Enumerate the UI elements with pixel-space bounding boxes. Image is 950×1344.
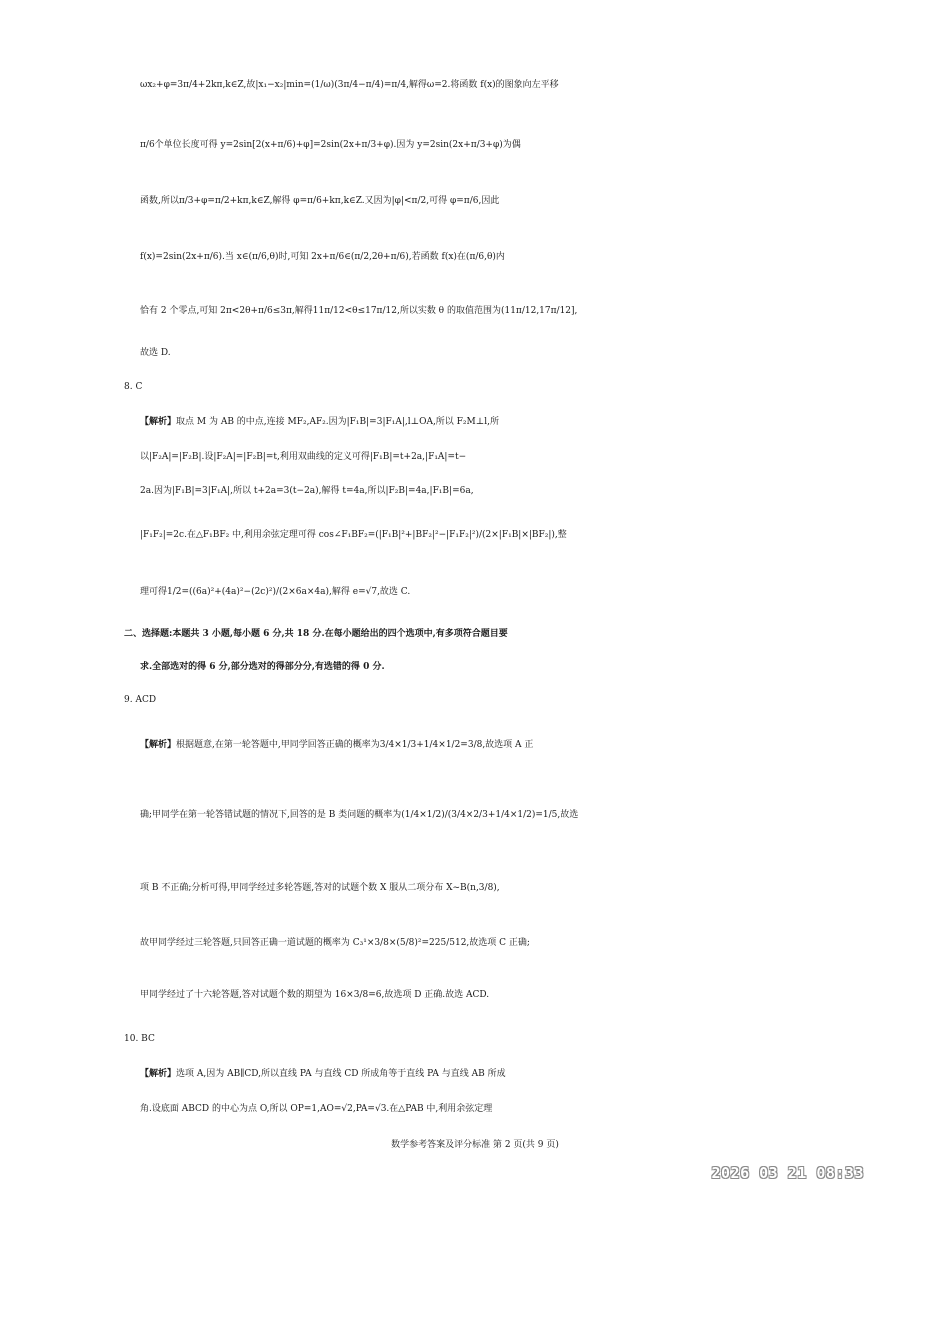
text-line: ωx₂+φ=3π/4+2kπ,k∈Z,故|x₁−x₂|min=(1/ω)(3π/4−π/4)=π/4,解得ω=2.将函数 f(x)的图象向左平移 bbox=[140, 80, 559, 90]
solution-tag: 【解析】 bbox=[140, 417, 177, 427]
scan-timestamp: 2026 03 21 08:33 bbox=[711, 1164, 864, 1182]
solution-tag: 【解析】 bbox=[140, 740, 177, 750]
text-line: 恰有 2 个零点,可知 2π<2θ+π/6≤3π,解得11π/12<θ≤17π/12,所以实数 θ 的取值范围为(11π/12,17π/12], bbox=[140, 306, 578, 316]
solution-line: 项 B 不正确;分析可得,甲同学经过多轮答题,答对的试题个数 X 服从二项分布 X~B(n,3/8), bbox=[140, 883, 500, 893]
solution-line bbox=[0, 1069, 950, 1080]
solution-text: 选项 A,因为 AB∥CD,所以直线 PA 与直线 CD 所成角等于直线 PA 与直线 AB 所成 bbox=[176, 1069, 506, 1079]
solution-line: 以|F₂A|=|F₂B|.设|F₂A|=|F₂B|=t,利用双曲线的定义可得|F₁B|=t+2a,|F₁A|=t− bbox=[140, 452, 467, 462]
question-number: 9. ACD bbox=[124, 695, 157, 705]
solution-line: 理可得1/2=((6a)²+(4a)²−(2c)²)/(2×6a×4a),解得 e=√7,故选 C. bbox=[140, 587, 411, 597]
solution-text: 取点 M 为 AB 的中点,连接 MF₂,AF₂.因为|F₁B|=3|F₁A|,l⊥OA,所以 F₂M⊥l,所 bbox=[176, 417, 499, 427]
question-number: 8. C bbox=[124, 382, 143, 392]
page-footer: 数学参考答案及评分标准 第 2 页(共 9 页) bbox=[391, 1140, 559, 1150]
solution-line: 2a.因为|F₁B|=3|F₁A|,所以 t+2a=3(t−2a),解得 t=4a,所以|F₂B|=4a,|F₁B|=6a, bbox=[140, 486, 474, 496]
solution-line: |F₁F₂|=2c.在△F₁BF₂ 中,利用余弦定理可得 cos∠F₁BF₂=(|F₁B|²+|BF₂|²−|F₁F₂|²)/(2×|F₁B|×|BF₂|),整 bbox=[140, 530, 567, 540]
text-line: 函数,所以π/3+φ=π/2+kπ,k∈Z,解得 φ=π/6+kπ,k∈Z.又因为|φ|<π/2,可得 φ=π/6,因此 bbox=[140, 196, 500, 206]
text-line: f(x)=2sin(2x+π/6).当 x∈(π/6,θ)时,可知 2x+π/6∈(π/2,2θ+π/6),若函数 f(x)在(π/6,θ)内 bbox=[140, 252, 505, 262]
solution-line: 故甲同学经过三轮答题,只回答正确一道试题的概率为 C₃¹×3/8×(5/8)²=225/512,故选项 C 正确; bbox=[140, 938, 530, 948]
section-heading: 二、选择题:本题共 3 小题,每小题 6 分,共 18 分.在每小题给出的四个选项中,有多项符合题目要 bbox=[124, 629, 508, 639]
solution-line: 确;甲同学在第一轮答错试题的情况下,回答的是 B 类问题的概率为(1/4×1/2)/(3/4×2/3+1/4×1/2)=1/5,故选 bbox=[140, 810, 579, 820]
solution-line bbox=[0, 740, 950, 751]
text-line: 故选 D. bbox=[140, 348, 171, 358]
solution-line bbox=[0, 417, 950, 428]
solution-tag: 【解析】 bbox=[140, 1069, 177, 1079]
solution-line: 甲同学经过了十六轮答题,答对试题个数的期望为 16×3/8=6,故选项 D 正确.故选 ACD. bbox=[140, 990, 490, 1000]
solution-line: 角.设底面 ABCD 的中心为点 O,所以 OP=1,AO=√2,PA=√3.在△PAB 中,利用余弦定理 bbox=[140, 1104, 493, 1114]
question-number: 10. BC bbox=[124, 1034, 155, 1044]
solution-text: 根据题意,在第一轮答题中,甲同学回答正确的概率为3/4×1/3+1/4×1/2=3/8,故选项 A 正 bbox=[176, 740, 534, 750]
section-heading-cont: 求.全部选对的得 6 分,部分选对的得部分分,有选错的得 0 分. bbox=[140, 662, 385, 672]
text-line: π/6个单位长度可得 y=2sin[2(x+π/6)+φ]=2sin(2x+π/3+φ).因为 y=2sin(2x+π/3+φ)为偶 bbox=[140, 140, 521, 150]
